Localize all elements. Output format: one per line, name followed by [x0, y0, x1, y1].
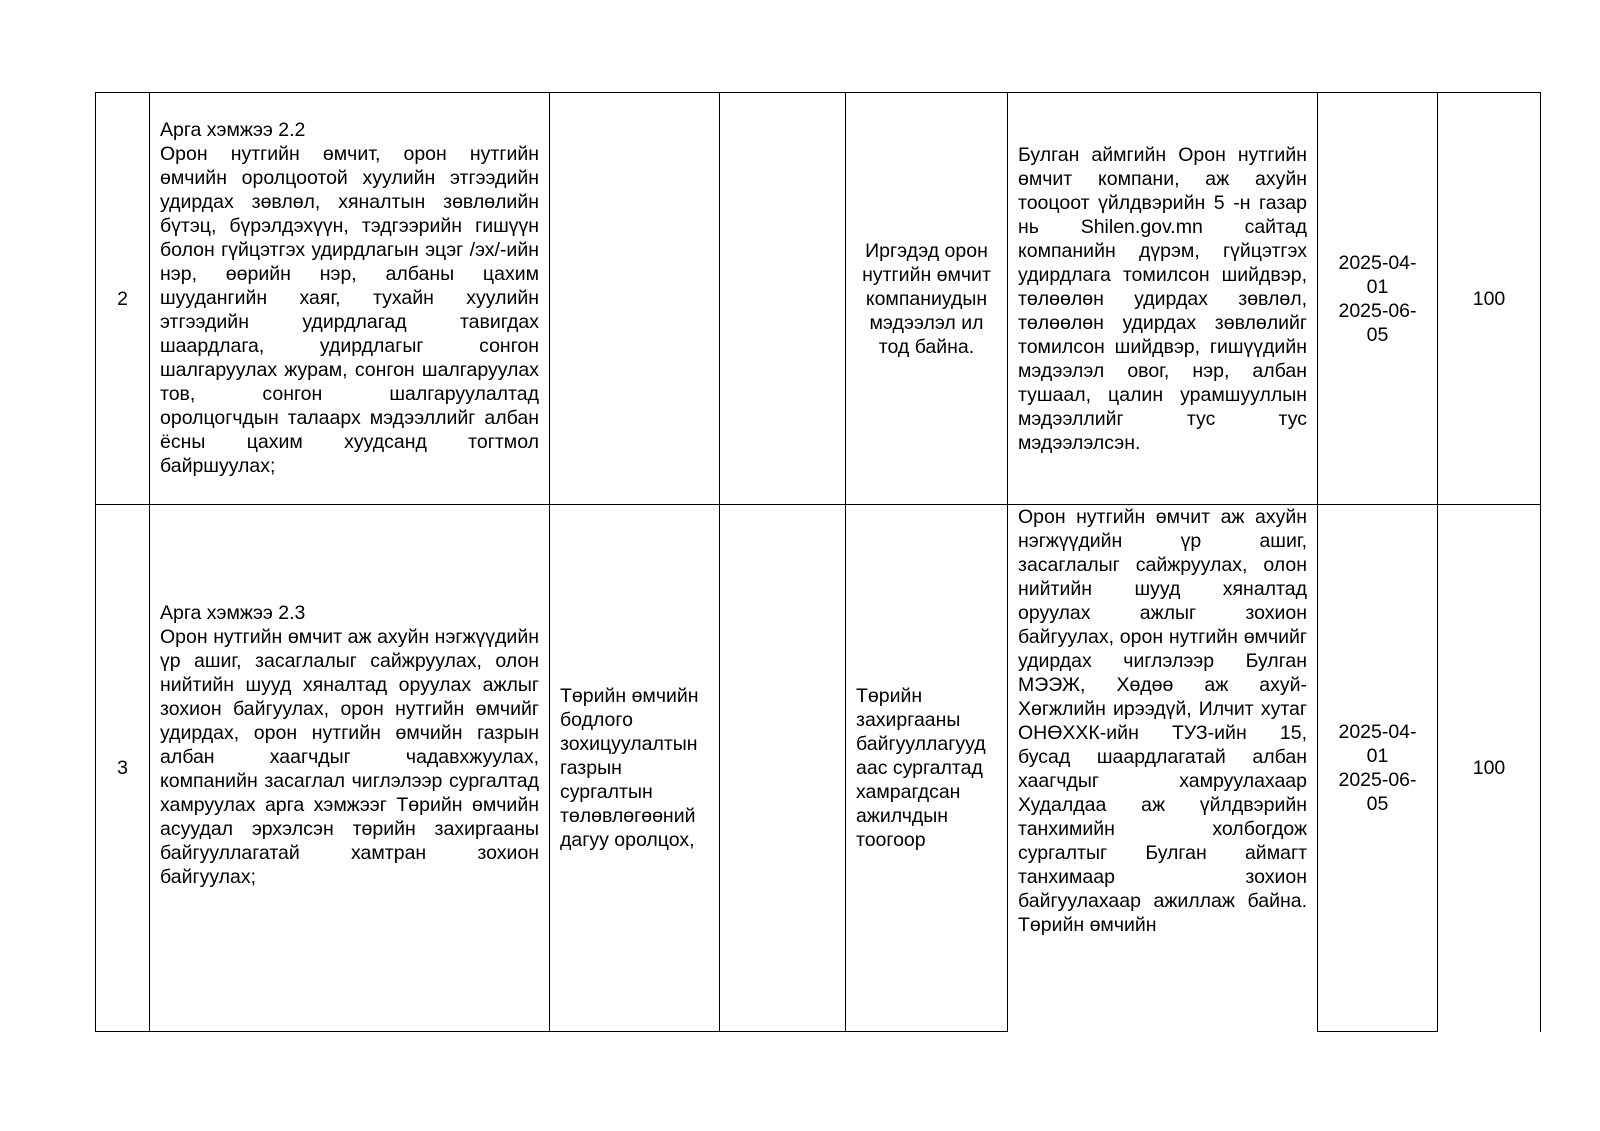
date-end: 2025-06-05 [1338, 299, 1417, 346]
result-cell [1008, 505, 1318, 1032]
percent-cell: 100 [1438, 505, 1541, 1032]
action-heading: Арга хэмжээ 2.2 [160, 119, 306, 141]
empty-cell [720, 93, 846, 505]
report-table [95, 92, 1541, 1032]
result-text: Булган аймгийн Орон нутгийн өмчит компани, аж ахуйн тооцоот үйлдвэрийн 5 -н газар нь Shilen.gov.mn сайтад компанийн дүрэм, гүйцэтгэх удирдлага томилсон шийдвэр, төлөөлөн удирдах зөвлөл, төлөөлөн удирдах зөвлөлийг томилсон шийдвэр, гишүүдийн мэдээлэл овог, нэр, албан тушаал, цалин урамшууллын мэдээллийг тус тус мэдээлэлсэн. [1018, 143, 1307, 454]
empty-cell [720, 505, 846, 1032]
action-heading: Арга хэмжээ 2.3 [160, 602, 306, 624]
action-description: Орон нутгийн өмчит, орон нутгийн өмчийн оролцоотой хуулийн этгээдийн удирдах зөвлөл, хяналтын зөвлөлийн бүтэц, бүрэлдэхүүн, тэдгээрийн гишүүн болон гүйцэтгэх удирдлагын эцэг /эх/-ийн нэр, өөрийн нэр, албаны цахим шуудангийн хаяг, тухайн хуулийн этгээдийн удирдлагад тавигдах шаардлага, удирдлагыг сонгон шалгаруулах журам, сонгон шалгаруулах тов, сонгон шалгаруулалтад оролцогчдын талаарх мэдээллийг албан ёсны цахим хуудсанд тогтмол байршуулах; [160, 143, 539, 477]
indicator-cell: Иргэдэд орон нутгийн өмчит компаниудын мэдээлэл ил тод байна. [846, 93, 1008, 505]
percent-cell: 100 [1438, 93, 1541, 505]
date-cell [1318, 505, 1438, 1032]
row-number: 2 [96, 93, 150, 505]
action-cell [150, 505, 550, 1032]
row-number: 3 [96, 505, 150, 1032]
action-description: Орон нутгийн өмчит аж ахуйн нэгжүүдийн үр ашиг, засаглалыг сайжруулах, олон нийтийн шууд хяналтад оруулах ажлыг зохион байгуулах, орон нутгийн өмчийг удирдах, орон нутгийн өмчийн газрын албан хаагчдыг чадавхжуулах, компанийн засаглал чиглэлээр сургалтад хамруулах арга хэмжээг Төрийн өмчийн асуудал эрхэлсэн төрийн захиргааны байгууллагатай хамтран зохион байгуулах; [160, 626, 539, 888]
result-cell [1008, 93, 1318, 505]
indicator-cell: Төрийн захиргааны байгууллагууд аас сургалтад хамрагдсан ажилчдын тоогоор [846, 505, 1008, 1032]
date-end: 2025-06-05 [1338, 769, 1417, 815]
table-row [96, 93, 1541, 505]
table-row [96, 505, 1541, 1032]
implementation-cell: Төрийн өмчийн бодлого зохицуулалтын газрын сургалтын төлөвлөгөөний дагуу оролцох, [550, 505, 720, 1032]
date-cell [1318, 93, 1438, 505]
action-cell [150, 93, 550, 505]
date-start: 2025-04-01 [1338, 251, 1417, 298]
implementation-cell [550, 93, 720, 505]
result-text: Орон нутгийн өмчит аж ахуйн нэгжүүдийн үр ашиг, засаглалыг сайжруулах, олон нийтийн шууд хяналтад оруулах ажлыг зохион байгуулах, орон нутгийн өмчийг удирдах чиглэлээр Булган МЭЭЖ, Хөдөө аж ахуй-Хөгжлийн ирээдүй, Илчит хутаг ОНӨХХК-ийн ТУЗ-ийн 15, бусад шаардлагатай албан хаагчдыг хамруулахаар Худалдаа аж үйлдвэрийн танхимийн холбогдож сургалтыг Булган аймагт танхимаар зохион байгуулахаар ажиллаж байна. Төрийн өмчийн [1018, 506, 1307, 936]
date-start: 2025-04-01 [1338, 721, 1417, 767]
